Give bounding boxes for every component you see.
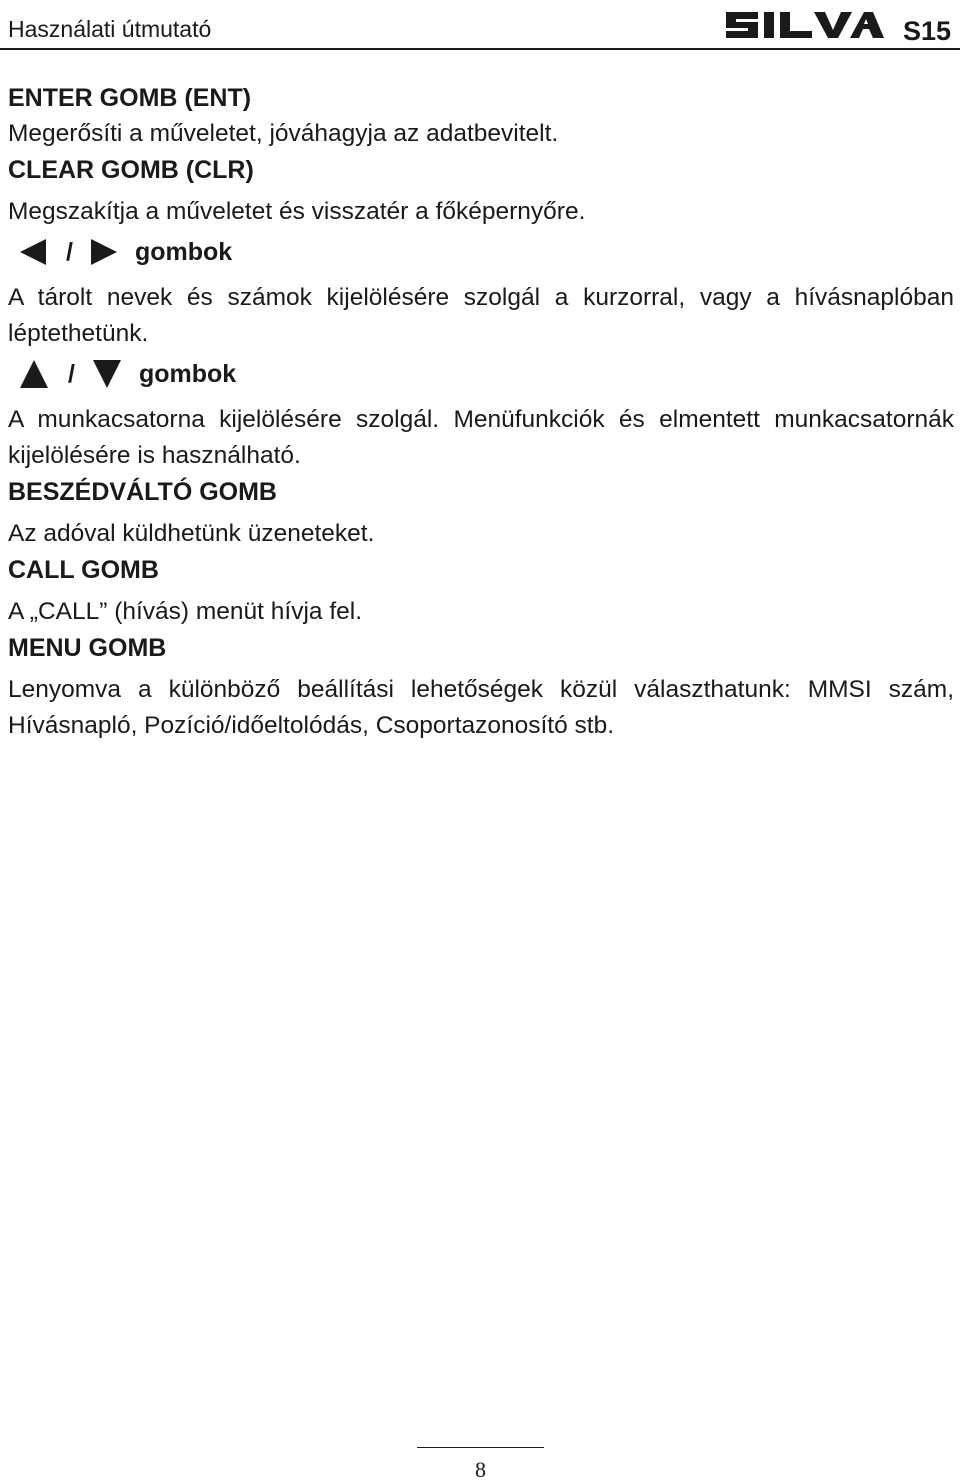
logo-letter-a <box>850 12 884 38</box>
up-down-key-heading <box>8 352 954 396</box>
section-heading: CALL GOMB <box>8 556 159 584</box>
section-ptt <box>8 474 954 552</box>
footer-divider <box>417 1447 544 1448</box>
section-clear <box>8 152 954 230</box>
section-heading: ENTER GOMB (ENT) <box>8 84 252 112</box>
page-content <box>8 80 954 744</box>
logo-letter-l <box>780 12 812 38</box>
section-text: Megerősíti a műveletet, jóváhagyja az adatbevitelt. <box>8 120 559 147</box>
triangle-left-icon <box>20 239 46 265</box>
section-enter <box>8 80 954 152</box>
silva-logo <box>724 8 884 42</box>
triangle-down-icon <box>93 360 121 388</box>
header-divider <box>0 48 960 50</box>
section-up-down <box>8 352 954 474</box>
key-label: gombok <box>138 359 237 388</box>
separator-slash: / <box>66 237 73 266</box>
separator-slash: / <box>68 359 75 388</box>
section-heading: CLEAR GOMB (CLR) <box>8 156 254 184</box>
section-text: Megszakítja a műveletet és visszatér a főképernyőre. <box>8 198 586 225</box>
logo-letter-i <box>764 12 774 38</box>
section-text: Lenyomva a különböző beállítási lehetőségek közül választhatunk: MMSI szám, Hívásnapló, Pozíció/időeltolódás, Csoportazonosító stb. <box>8 676 954 739</box>
left-right-key-heading <box>8 230 954 274</box>
triangle-right-icon <box>91 239 117 265</box>
section-menu <box>8 630 954 744</box>
section-text: A munkacsatorna kijelölésére szolgál. Menüfunkciók és elmentett munkacsatornák kijelölésére is használható. <box>8 406 954 469</box>
logo-letter-s <box>726 12 758 38</box>
key-label: gombok <box>134 237 233 266</box>
triangle-up-icon <box>20 360 48 388</box>
header-title: Használati útmutató <box>8 16 212 42</box>
page-header <box>0 0 960 50</box>
section-text: A „CALL” (hívás) menüt hívja fel. <box>8 598 363 625</box>
section-left-right <box>8 230 954 352</box>
section-heading: MENU GOMB <box>8 634 167 662</box>
section-call <box>8 552 954 630</box>
section-text: A tárolt nevek és számok kijelölésére szolgál a kurzorral, vagy a hívásnaplóban léptethetünk. <box>8 284 954 347</box>
logo-letter-v <box>814 12 852 38</box>
section-heading: BESZÉDVÁLTÓ GOMB <box>8 478 277 506</box>
model-label: S15 <box>903 16 952 46</box>
page-number: 8 <box>475 1457 486 1482</box>
section-text: Az adóval küldhetünk üzeneteket. <box>8 520 375 547</box>
